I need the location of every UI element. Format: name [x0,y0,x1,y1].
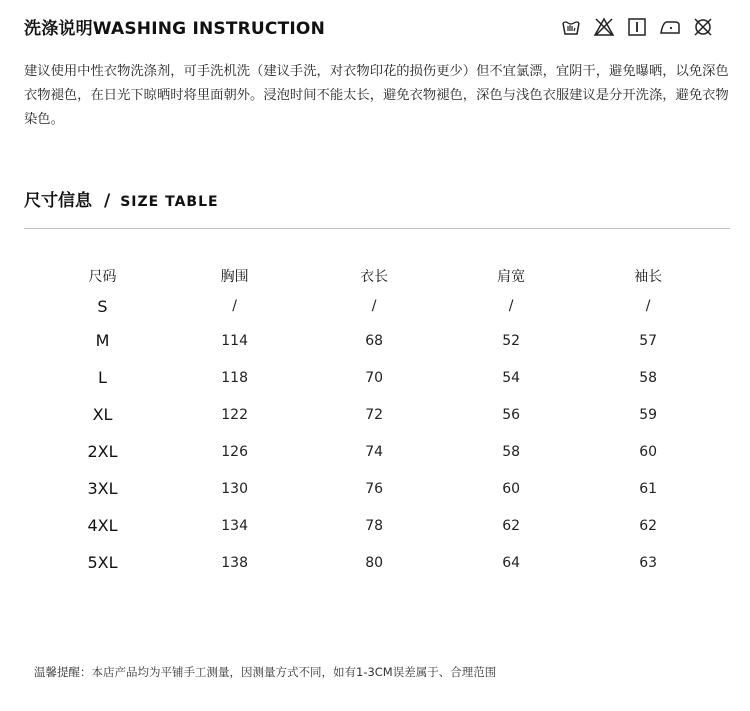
cell-size: L [98,368,107,387]
cell-sleeve: 63 [639,554,658,571]
cell-sleeve: 60 [639,443,658,460]
cell-length: 74 [365,443,384,460]
table-row [34,322,724,359]
cell-chest: 126 [221,443,248,460]
cell-length: 80 [365,554,384,571]
measurement-footnote: 温馨提醒：本店产品均为平铺手工测量，因测量方式不同，如有1-3CM误差属于、合理范围 [34,665,497,679]
cell-shoulder: 60 [502,480,521,497]
cell-length: 68 [365,332,384,349]
cell-sleeve: / [645,298,651,314]
cell-sleeve: 62 [639,517,658,534]
cell-shoulder: 52 [502,332,521,349]
section-divider [24,228,730,229]
cell-chest: 134 [221,517,248,534]
size-title-en: SIZE TABLE [120,194,219,210]
cell-length: / [371,298,377,314]
hand-wash-icon [560,16,582,38]
cell-length: 70 [365,369,384,386]
table-header-row [34,262,724,290]
no-dry-clean-icon [692,16,714,38]
table-row [34,396,724,433]
cell-shoulder: 56 [502,406,521,423]
no-bleach-icon [593,16,615,38]
header-length: 衣长 [360,269,389,285]
cell-chest: / [232,298,237,314]
title-separator: / [104,191,111,211]
size-table-heading [24,186,219,211]
size-table [34,262,724,581]
table-row [34,433,724,470]
cell-size: XL [92,405,113,424]
care-icons [560,16,714,38]
cell-length: 76 [365,480,384,497]
cell-size: 4XL [87,516,118,535]
cell-chest: 118 [221,369,248,386]
washing-title: 洗涤说明WASHING INSTRUCTION [24,19,326,39]
cell-size: M [95,331,110,350]
cell-chest: 114 [221,332,248,349]
washing-instruction-text: 建议使用中性衣物洗涤剂，可手洗机洗（建议手洗，对衣物印花的损伤更少）但不宜氯漂，宜阴干，避免曝晒，以免深色衣物褪色，在日光下晾晒时将里面朝外。浸泡时间不能太长，避免衣物褪色，深色与浅色衣服建议是分开洗涤，避免衣物染色。 [24,64,729,127]
cell-shoulder: 64 [502,554,521,571]
table-row [34,290,724,322]
header-chest: 胸围 [220,269,249,285]
cell-sleeve: 58 [639,369,658,386]
cell-chest: 130 [221,480,248,497]
tumble-dry-icon [626,16,648,38]
cell-sleeve: 61 [639,480,658,497]
cell-size: S [97,296,108,316]
cell-size: 5XL [87,553,118,572]
cell-shoulder: / [508,298,514,314]
cell-length: 72 [365,406,384,423]
header-size: 尺码 [88,269,117,285]
cell-shoulder: 54 [502,369,521,386]
cell-chest: 122 [221,406,248,423]
iron-low-icon [659,16,681,38]
header-shoulder: 肩宽 [497,269,526,285]
cell-sleeve: 59 [639,406,658,423]
table-row [34,470,724,507]
cell-length: 78 [365,517,384,534]
cell-sleeve: 57 [639,332,658,349]
cell-shoulder: 58 [502,443,521,460]
size-title-zh: 尺寸信息 [24,191,92,211]
cell-shoulder: 62 [502,517,521,534]
header-sleeve: 袖长 [634,269,663,285]
cell-size: 3XL [87,479,118,498]
cell-chest: 138 [221,554,248,571]
table-row [34,359,724,396]
cell-size: 2XL [87,442,118,461]
table-body [34,290,724,581]
table-row [34,507,724,544]
table-row [34,544,724,581]
